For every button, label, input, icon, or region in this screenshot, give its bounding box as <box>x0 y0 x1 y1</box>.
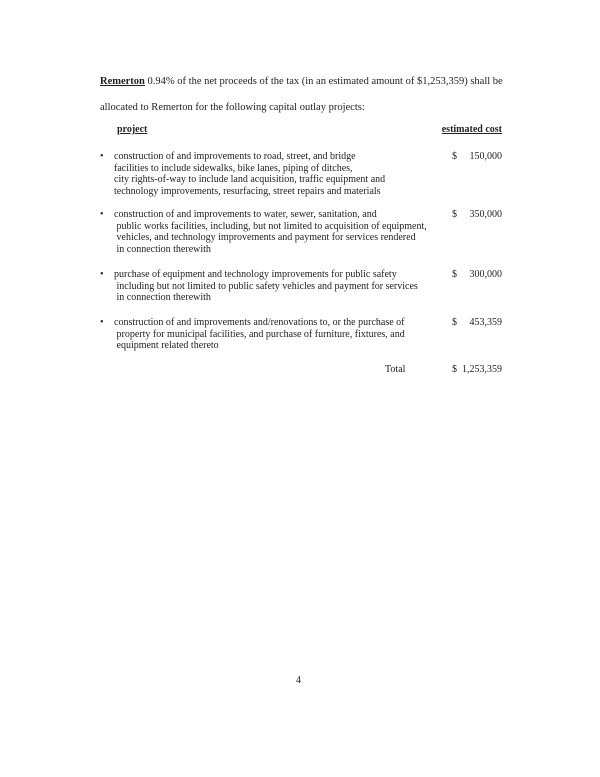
item-line: in connection therewith <box>114 243 211 255</box>
item-line: purchase of equipment and technology improvements for public safety <box>114 269 397 280</box>
municipality-name: Remerton <box>100 76 145 87</box>
item-line: construction of and improvements and/renovations to, or the purchase of <box>114 317 405 328</box>
item-amount: 150,000 <box>469 151 502 162</box>
item-line: public works facilities, including, but not limited to acquisition of equipment, <box>114 220 427 232</box>
bullet-icon: • <box>100 317 104 328</box>
item-line: property for municipal facilities, and purchase of furniture, fixtures, and <box>114 328 405 340</box>
intro-line-2: allocated to Remerton for the following capital outlay projects: <box>100 102 365 113</box>
item-line: facilities to include sidewalks, bike lanes, piping of ditches, <box>114 162 353 174</box>
bullet-icon: • <box>100 269 104 280</box>
item-amount: 350,000 <box>469 209 502 220</box>
item-line: city rights-of-way to include land acquisition, traffic equipment and <box>114 174 386 186</box>
currency-symbol: $ <box>452 269 457 280</box>
item-amount: 453,359 <box>469 317 502 328</box>
item-line: vehicles, and technology improvements and payment for services rendered <box>114 232 416 244</box>
item-line: construction of and improvements to water, sewer, sanitation, and <box>114 209 377 220</box>
currency-symbol: $ <box>452 364 457 375</box>
bullet-icon: • <box>100 209 104 220</box>
intro-line-1 <box>100 76 503 88</box>
item-line: technology improvements, resurfacing, street repairs and materials <box>114 185 381 197</box>
item-amount: 300,000 <box>469 269 502 280</box>
currency-symbol: $ <box>452 317 457 328</box>
item-line: including but not limited to public safety vehicles and payment for services <box>114 280 418 292</box>
total-label: Total <box>385 364 406 375</box>
intro-text: 0.94% of the net proceeds of the tax (in an estimated amount of $1,253,359) shall be <box>144 76 503 87</box>
item-line: equipment related thereto <box>114 340 219 352</box>
page-number: 4 <box>296 675 301 686</box>
bullet-icon: • <box>100 151 104 162</box>
item-line: construction of and improvements to road, street, and bridge <box>114 151 356 162</box>
project-column-header: project <box>117 124 148 135</box>
currency-symbol: $ <box>452 209 457 220</box>
cost-column-header: estimated cost <box>441 124 502 135</box>
currency-symbol: $ <box>452 151 457 162</box>
item-line: in connection therewith <box>114 292 211 304</box>
total-amount: 1,253,359 <box>462 364 502 375</box>
